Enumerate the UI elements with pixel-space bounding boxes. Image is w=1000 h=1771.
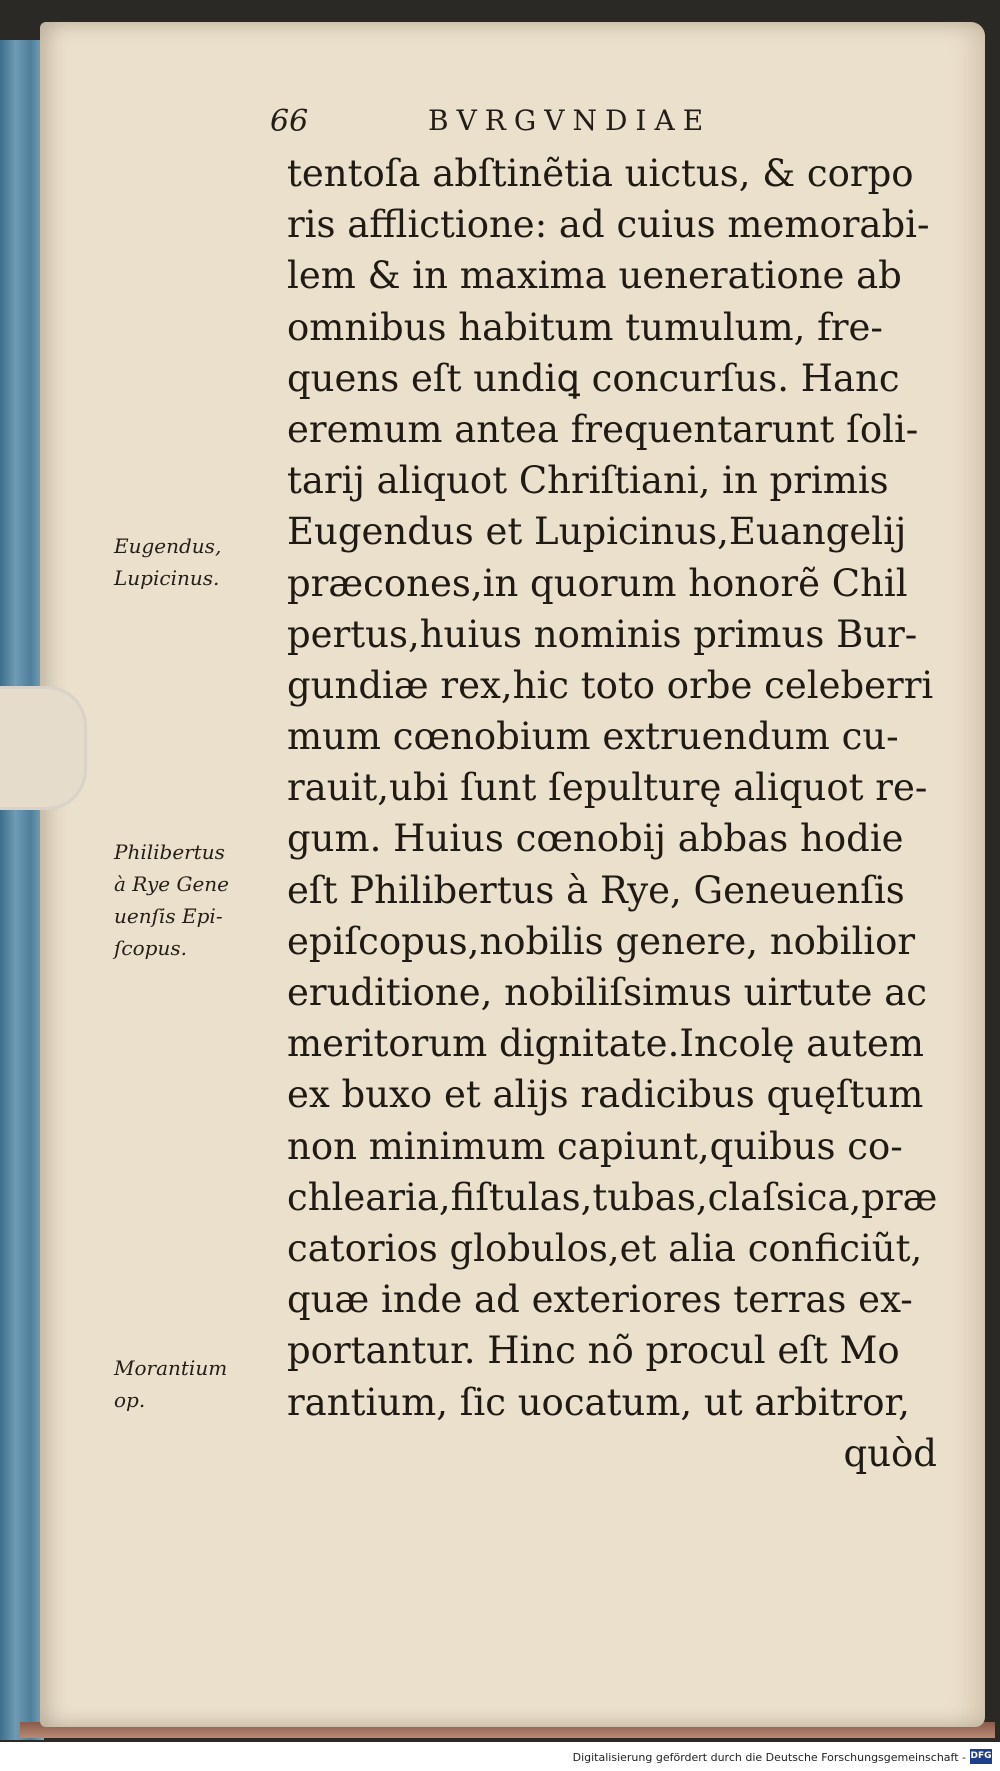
text-line: præcones,in quorum honorẽ Chil bbox=[287, 561, 908, 605]
marginal-note-eugendus bbox=[114, 530, 274, 594]
text-line: gum. Huius cœnobij abbas hodie bbox=[287, 817, 904, 861]
body-text bbox=[287, 148, 937, 1479]
text-line: eruditione, nobiliſsimus uirtute ac bbox=[287, 971, 927, 1014]
text-line: rauit,ubi ſunt ſepulturę aliquot re- bbox=[287, 766, 928, 810]
book-edge bbox=[0, 40, 44, 1740]
marginal-note-line: op. bbox=[114, 1388, 146, 1412]
marginal-note-line: à Rye Gene bbox=[114, 872, 230, 896]
marginal-note-line: uenſis Epi- bbox=[114, 904, 223, 928]
text-line: catorios globulos,et alia conficiũt, bbox=[287, 1226, 923, 1270]
text-line: mum cœnobium extruendum cu- bbox=[287, 715, 899, 759]
dfg-logo-icon: DFG bbox=[970, 1749, 992, 1764]
text-line: rantium, ſic uocatum, ut arbitror, bbox=[287, 1380, 910, 1424]
text-line: ris afflictione: ad cuius memorabi- bbox=[287, 203, 930, 247]
text-line: gundiæ rex,hic toto orbe celeberri bbox=[287, 663, 934, 707]
marginal-note-line: Lupicinus. bbox=[114, 566, 220, 590]
marginal-note-morantium bbox=[114, 1352, 274, 1416]
marginal-note-line: Morantium bbox=[114, 1356, 228, 1380]
footer-credit: Digitalisierung gefördert durch die Deutsche Forschungsgemeinschaft - bbox=[572, 1751, 966, 1764]
text-line: epiſcopus,nobilis genere, nobilior bbox=[287, 919, 916, 963]
text-line: chlearia,fiſtulas,tubas,claſsica,præ bbox=[287, 1175, 938, 1219]
catchword: quòd bbox=[843, 1431, 937, 1475]
text-line: portantur. Hinc nõ procul eſt Mo bbox=[287, 1329, 900, 1373]
text-line: non minimum capiunt,quibus co- bbox=[287, 1124, 903, 1168]
running-title: BVRGVNDIAE bbox=[428, 104, 712, 137]
text-line: eremum antea frequentarunt ſoli- bbox=[287, 407, 919, 451]
text-line: tentoſa abſtinẽtia uictus, & corpo bbox=[287, 152, 914, 195]
text-line: tarij aliquot Chriſtiani, in primis bbox=[287, 459, 889, 503]
bookmark-tab bbox=[0, 686, 87, 810]
text-line: pertus,huius nominis primus Bur- bbox=[287, 612, 918, 656]
text-line: Eugendus et Lupicinus,Euangelij bbox=[287, 510, 907, 554]
marginal-note-philibertus bbox=[114, 836, 274, 964]
running-head bbox=[270, 104, 870, 144]
text-line: eſt Philibertus à Rye, Geneuenſis bbox=[287, 868, 905, 912]
page-number: 66 bbox=[270, 104, 309, 139]
text-line: ex buxo et alijs radicibus quęſtum bbox=[287, 1073, 924, 1117]
marginal-note-line: Eugendus, bbox=[114, 534, 222, 558]
text-line: meritorum dignitate.Incolę autem bbox=[287, 1022, 925, 1066]
marginal-note-line: Philibertus bbox=[114, 840, 225, 864]
text-line: lem & in maxima ueneratione ab bbox=[287, 254, 902, 298]
text-line: quens eſt undiꝗ concurſus. Hanc bbox=[287, 356, 900, 400]
text-line: omnibus habitum tumulum, fre- bbox=[287, 305, 883, 349]
text-line: quæ inde ad exteriores terras ex- bbox=[287, 1278, 913, 1322]
marginal-note-line: ſcopus. bbox=[114, 936, 187, 960]
